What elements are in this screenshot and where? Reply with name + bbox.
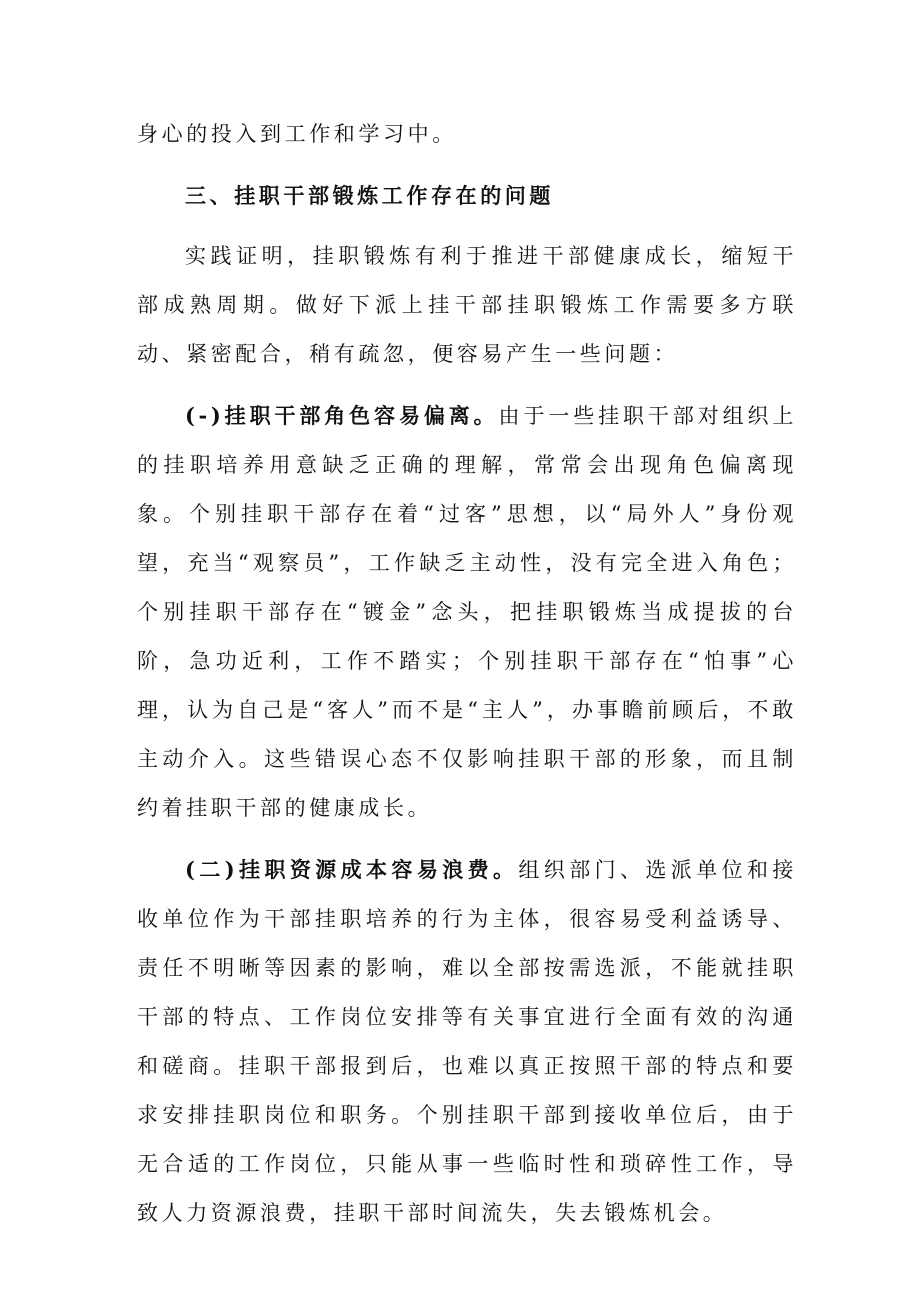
section-heading: 三、挂职干部锻炼工作存在的问题 <box>185 183 554 208</box>
document-page <box>137 110 797 1238</box>
point-body-1: 由于一些挂职干部对组织上的挂职培养用意缺乏正确的理解，常常会出现角色偏离现象。个别挂职干部存在着“过客”思想，以“局外人”身份观望，充当“观察员”，工作缺乏主动性，没有完全进入角色；个别挂职干部存在“镀金”念头，把挂职锻炼当成提拔的台阶，急功近利，工作不踏实；个别挂职干部存在“怕事”心理，认为自己是“客人”而不是“主人”，办事瞻前顾后，不敢主动介入。这些错误心态不仅影响挂职干部的形象，而且制约着挂职干部的健康成长。 <box>137 404 797 820</box>
continuation-paragraph: 身心的投入到工作和学习中。 <box>137 122 457 146</box>
point-heading-1: (-)挂职干部角色容易偏离。 <box>185 403 499 428</box>
point-heading-2: (二)挂职资源成本容易浪费。 <box>185 857 519 882</box>
point-paragraph-2 <box>137 845 797 1238</box>
intro-paragraph: 实践证明，挂职锻炼有利于推进干部健康成长，缩短干部成熟周期。做好下派上挂干部挂职锻炼工作需要多方联动、紧密配合，稍有疏忽，便容易产生一些问题： <box>137 244 797 366</box>
point-body-2: 组织部门、选派单位和接收单位作为干部挂职培养的行为主体，很容易受利益诱导、责任不明晰等因素的影响，难以全部按需选派，不能就挂职干部的特点、工作岗位安排等有关事宜进行全面有效的沟通和磋商。挂职干部报到后，也难以真正按照干部的特点和要求安排挂职岗位和职务。个别挂职干部到接收单位后，由于无合适的工作岗位，只能从事一些临时性和琐碎性工作，导致人力资源浪费，挂职干部时间流失，失去锻炼机会。 <box>137 858 797 1225</box>
point-paragraph-1 <box>137 391 797 833</box>
